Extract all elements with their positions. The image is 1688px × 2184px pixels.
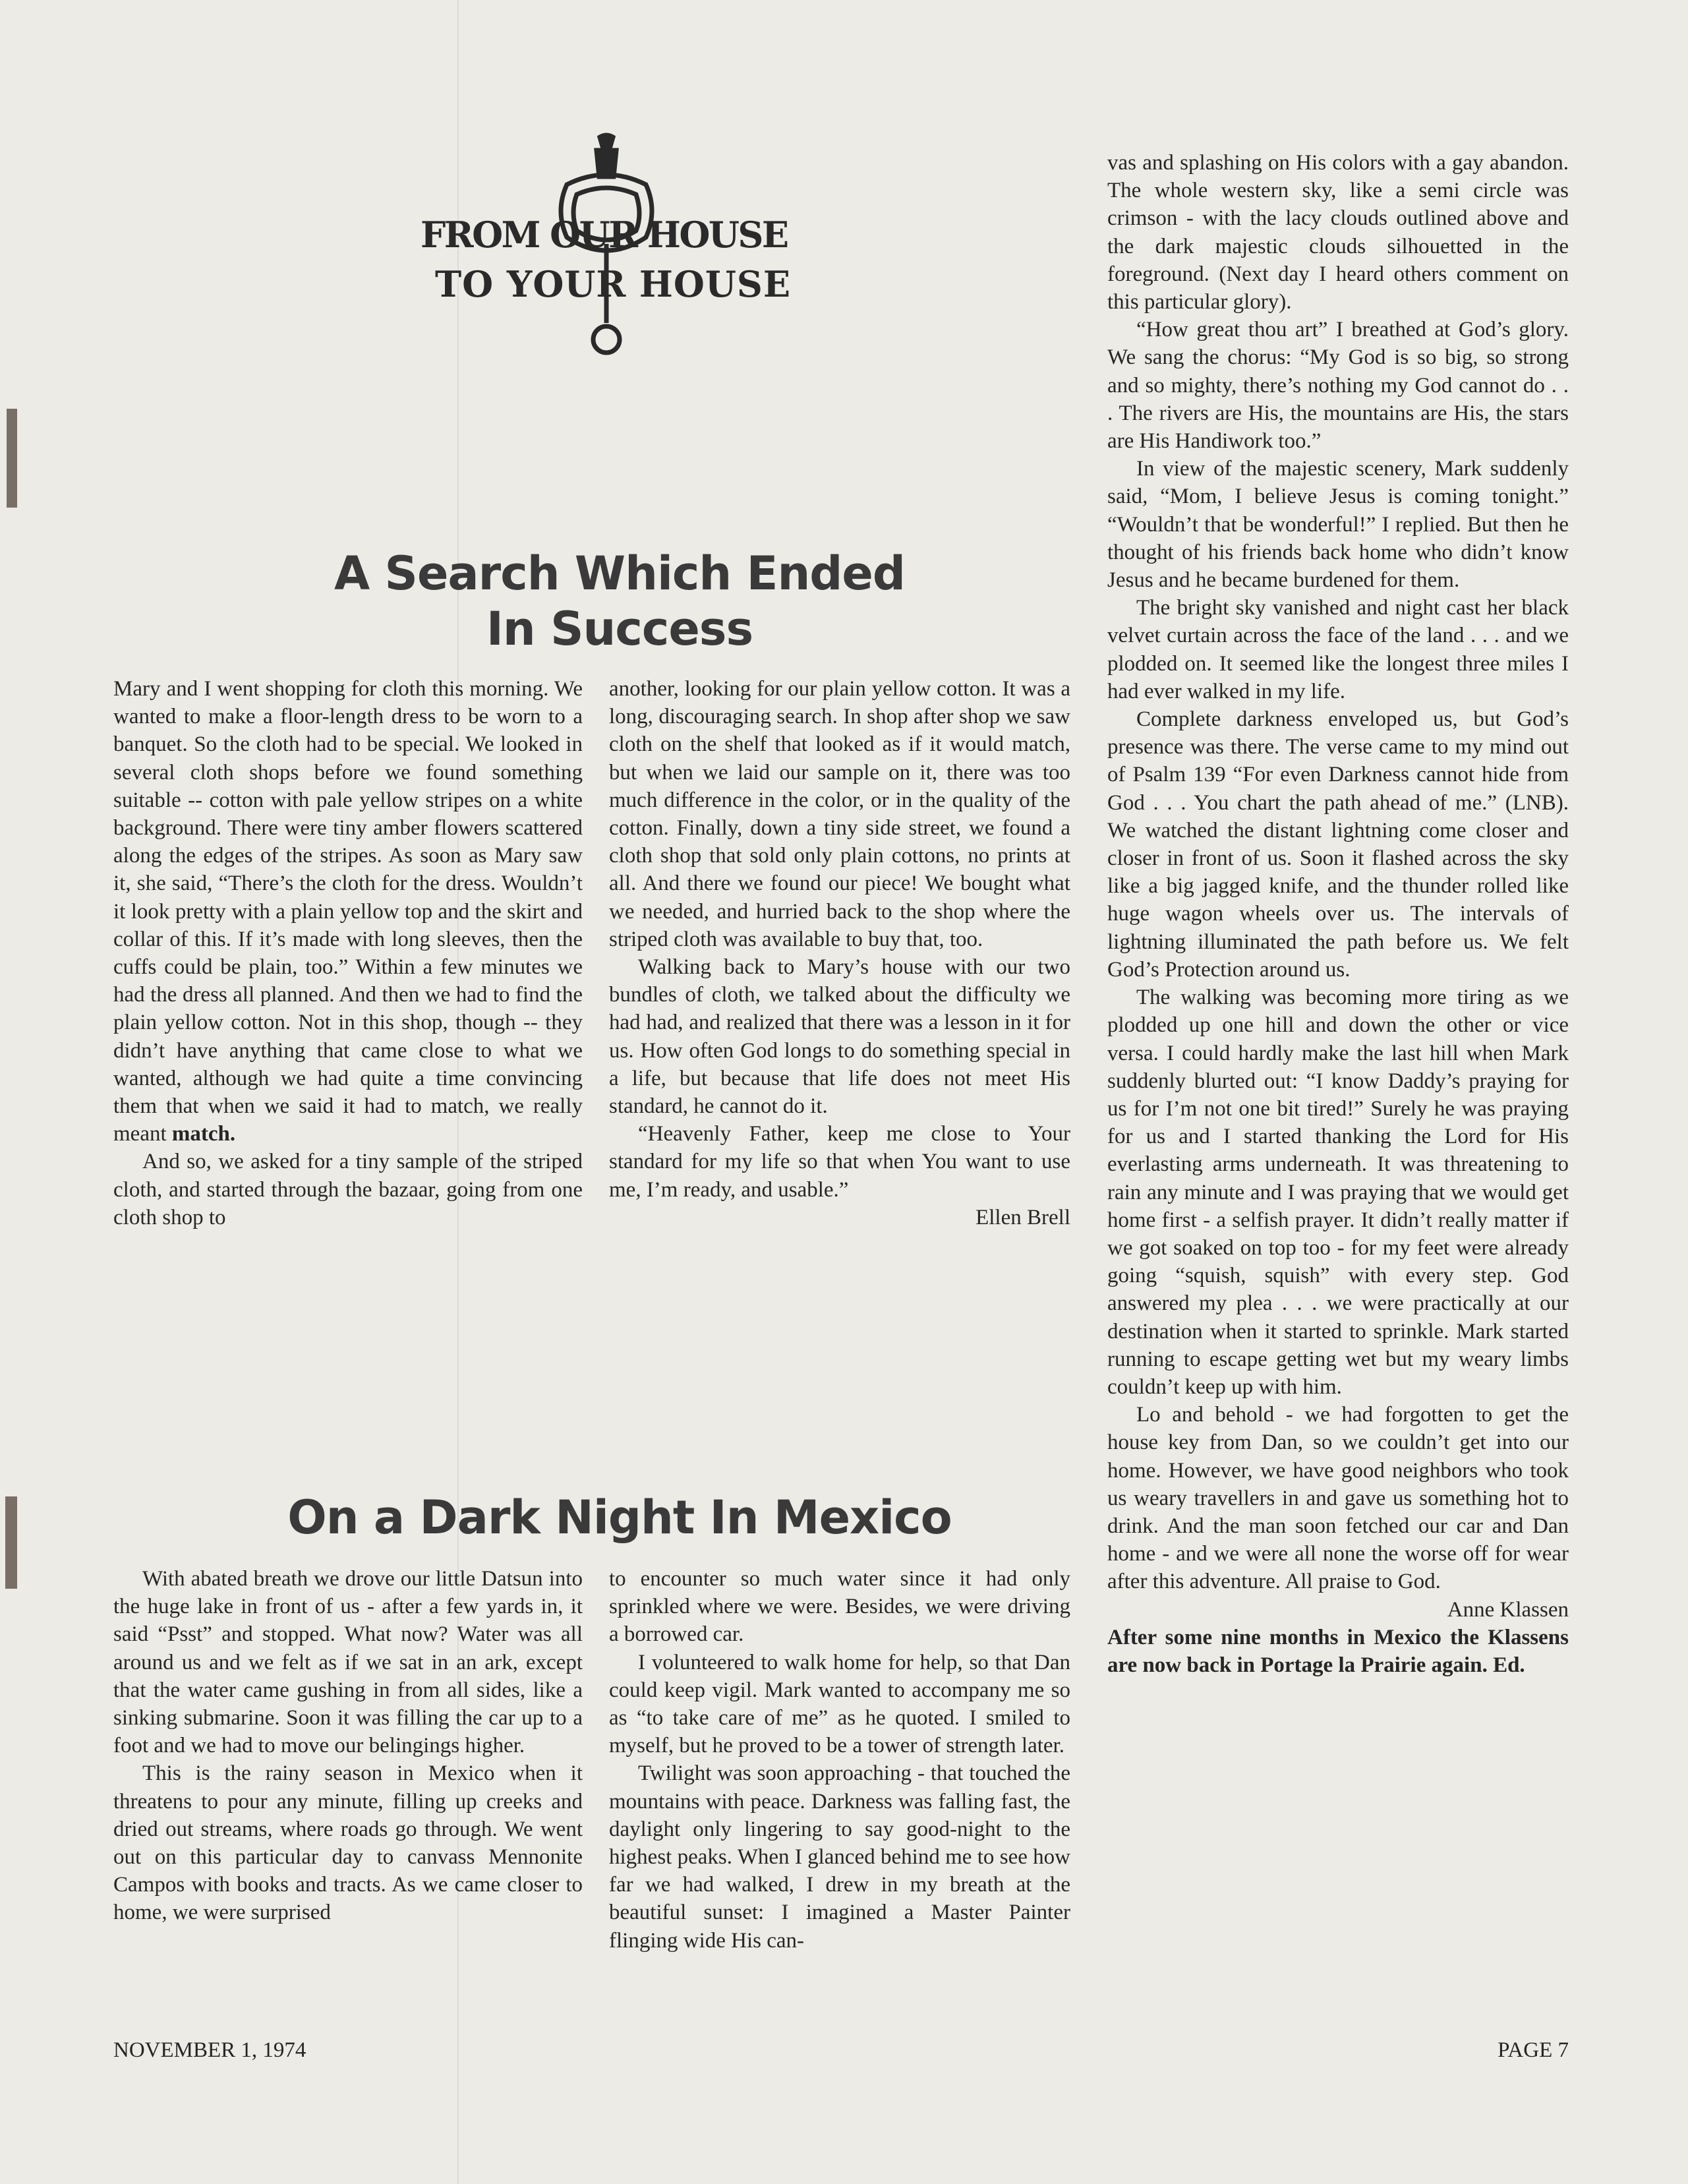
article1-author: Ellen Brell (975, 1205, 1070, 1229)
logo-line2: TO YOUR HOUSE (435, 263, 791, 305)
article2-paragraph: Complete darkness enveloped us, but God’s presence was there. The verse came to my mind out of Psalm 139 “For even Darkness cannot hide from God . . . You chart the path ahead of me.” (LNB). We watched the distant lightning come closer and closer in front of us. Soon it flashed across the sky like a big jagged knife, and the thunder rolled like huge wagon wheels over us. The intervals of lightning illuminated the path before us. We felt God’s Protection around us. (1107, 707, 1569, 982)
article1-column2 (609, 675, 1070, 1231)
article1-title-line2: In Success (486, 602, 753, 656)
door-knocker-icon (409, 132, 804, 369)
article2-paragraph: to encounter so much water since it had only sprinkled where we were. Besides, we were driving a borrowed car. (609, 1567, 1070, 1647)
page-number: PAGE 7 (1498, 2038, 1569, 2062)
article2-column3 (1107, 149, 1569, 1679)
article2-paragraph: I volunteered to walk home for help, so that Dan could keep vigil. Mark wanted to accompany me so as “to take care of me” as he quoted. I smiled to myself, but he proved to be a tower of strength later. (609, 1650, 1070, 1758)
article2-paragraph: This is the rainy season in Mexico when it threatens to pour any minute, filling up creeks and dried out streams, where roads go through. We went out on this particular day to canvass Mennonite Campos with books and tracts. As we came closer to home, we were surprised (113, 1761, 583, 1925)
match-word: match. (171, 1122, 236, 1146)
article2-paragraph: The walking was becoming more tiring as we plodded up one hill and down the other or vice versa. I could hardly make the last hill when Mark suddenly blurted out: “I know Daddy’s praying for us for I’m not one bit tired!” Surely he was praying for us and I started thanking the Lord for His everlasting arms underneath. It was threatening to rain any minute and I was praying that we would get home first - a selfish prayer. It didn’t really matter if we got soaked on top too - for my feet were already going “squish, squish” with every step. God answered my plea . . . we were practically at our destination when it started to sprinkle. Mark started running to escape getting wet but my weary limbs couldn’t keep up with him. (1107, 986, 1569, 1399)
article2-column2 (609, 1565, 1070, 1955)
article1-paragraph: “Heavenly Father, keep me close to Your standard for my life so that when You want to use me, I’m ready, and usable.” (609, 1122, 1070, 1202)
article2-paragraph: Lo and behold - we had forgotten to get the house key from Dan, so we couldn’t get into our home. However, we have good neighbors who took us weary travellers in and gave us something hot to drink. And the man soon fetched our car and Dan home - and we were all none the worse off for wear after this adventure. All praise to God. (1107, 1403, 1569, 1594)
article1-title (250, 546, 989, 657)
article2-paragraph: The bright sky vanished and night cast her black velvet curtain across the face of the land . . . and we plodded on. It seemed like the longest three miles I had ever walked in my life. (1107, 596, 1569, 703)
logo-line1: FROM OUR HOUSE (421, 214, 790, 256)
article2-paragraph: “How great thou art” I breathed at God’s glory. We sang the chorus: “My God is so big, so strong and so mighty, there’s nothing my God cannot do . . . The rivers are His, the mountains are His, the stars are His Handiwork too.” (1107, 318, 1569, 454)
article1-paragraph: another, looking for our plain yellow cotton. It was a long, discouraging search. In shop after shop we saw cloth on the shelf that looked as if it would match, but when we laid our sample on it, there was too much difference in the color, or in the quality of the cotton. Finally, down a tiny side street, we found a cloth shop that sold only plain cottons, no prints at all. And there we found our piece! We bought what we needed, and hurried back to the shop where the striped cloth was available to buy that, too. (609, 677, 1070, 951)
article1-paragraph: And so, we asked for a tiny sample of the striped cloth, and started through the bazaar, going from one cloth shop to (113, 1150, 583, 1229)
article2-title: On a Dark Night In Mexico (287, 1490, 952, 1545)
article1-paragraph: Walking back to Mary’s house with our two bundles of cloth, we talked about the difficulty we had had, and realized that there was a lesson in it for us. How often God longs to do something special in a life, but because that life does not meet His standard, he cannot do it. (609, 955, 1070, 1119)
binding-mark (7, 409, 17, 508)
article1-paragraph-text: Mary and I went shopping for cloth this morning. We wanted to make a floor-length dress to be worn to a banquet. So the cloth had to be special. We looked in several cloth shops before we found something suitable -- cotton with pale yellow stripes on a white background. There were tiny amber flowers scattered along the edges of the stripes. As soon as Mary saw it, she said, “There’s the cloth for the dress. Wouldn’t it look pretty with a plain yellow top and the skirt and collar of this. If it’s made with long sleeves, then the cuffs could be plain, too.” Within a few minutes we had the dress all planned. And then we had to find the plain yellow cotton. Not in this shop, though -- they didn’t have anything that came close to what we wanted, although we had quite a time convincing them that when we said it had to match, we really meant (113, 677, 583, 1146)
issue-date: NOVEMBER 1, 1974 (113, 2038, 306, 2062)
article2-author: Anne Klassen (1447, 1597, 1569, 1622)
binding-mark (5, 1496, 17, 1589)
column-logo (409, 132, 804, 369)
article2-paragraph: In view of the majestic scenery, Mark suddenly said, “Mom, I believe Jesus is coming tonight.” “Wouldn’t that be wonderful!” I replied. But then he thought of his friends back home who didn’t know Jesus and he became burdened for them. (1107, 457, 1569, 593)
article1-column1 (113, 675, 583, 1231)
article2-column1 (113, 1565, 583, 1927)
editor-note: After some nine months in Mexico the Klassens are now back in Portage la Prairie again. Ed. (1107, 1625, 1569, 1677)
article2-paragraph: With abated breath we drove our little Datsun into the huge lake in front of us - after a few yards in, it said “Psst” and stopped. What now? Water was all around us and we felt as if we sat in an ark, except that the water came gushing in from all sides, like a sinking submarine. Soon it was filling the car up to a foot and we had to move our belingings higher. (113, 1567, 583, 1758)
article2-paragraph: vas and splashing on His colors with a gay abandon. The whole western sky, like a semi circle was crimson - with the lacy clouds outlined above and the dark majestic clouds silhouetted in the foreground. (Next day I heard others comment on this particular glory). (1107, 151, 1569, 314)
article2-paragraph: Twilight was soon approaching - that touched the mountains with peace. Darkness was falling fast, the daylight only lingering to say good-night to the highest peaks. When I glanced behind me to see how far we had walked, I drew in my breath at the beautiful sunset: I imagined a Master Painter flinging wide His can- (609, 1761, 1070, 1953)
article1-paragraph (113, 675, 583, 1148)
article1-title-line1: A Search Which Ended (334, 546, 905, 601)
